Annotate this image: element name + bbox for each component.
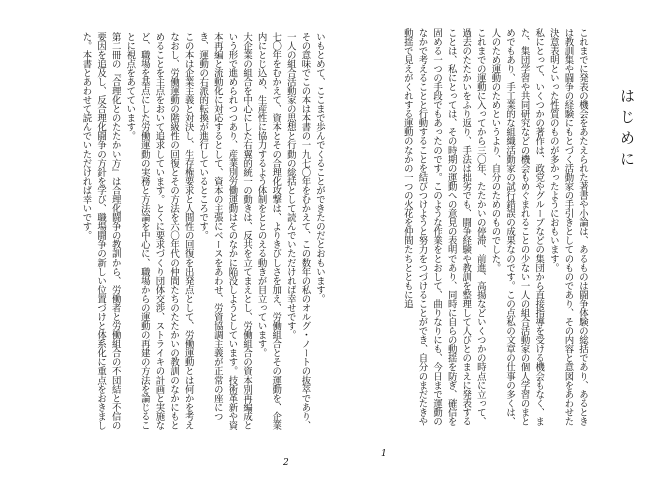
left-page-body-text: いもとめて、ここまで歩んでくることができたのだとおもいます。 その意味でこの本は本書の一九七〇年をむかえて、この数年の私のオルグ・ノートの抜萃であり、一人の組合活動家の思想と行動の総括として読んでいただければ幸せです。 七〇年をむかえて、資本とその合理化攻撃は、よりきびしさを加え、労働組合とその運動を、企業内にとじ込め、生産性に協力するよう体制をととのえる動きが目立っています。 大企業の組合を中心にした右翼的統一の動きは、反共を立てまえとし、労働組合の資本別再編成という形で進められつつあり、産業別労働運動はそのなかに陥没しようとしています。技術革新や資本再編と流動化に対応するとして、資本の主張にベースをあわせ、労資協調主義が正常の座につき、運動の右派的転換が進行しているところです。 この本は企業主義と対決し、生存権要求と人間性の回復を出発点として、労働運動とは何かを考えなおし、労働運動の階級性の回復とその方法を六〇年代の仲間たちのたたかいの教訓のなかにもとめることを主点をおいて追求しています。とくに要求づくり団体交渉、ストライキの計画と実施など、職場を基点にした労働運動の実務と方法論を中心に、職場からの運動の再建の方法を論じることに視点をあてています。 第二冊の『合理化とのたたかい方』は合理化闘争の教訓から、労働者と労働組合の不団結と不信の要因を追及し、反合理化闘争の方針を学び、職場闘争の新しい位置づけと体系化に重点をおきました。本書とあわせて読んでいただければ幸いです。 bbox=[80, 32, 325, 430]
left-page-number: 2 bbox=[283, 458, 289, 468]
right-page-number: 1 bbox=[381, 449, 387, 459]
right-page-body-text: これまでに発表の機会をあたえられた著書や小論は、あるものは闘争体験の総括であり、あるときは教訓集や闘争の経験にもとづく活動家の手引きとしてのものであり、その内容と意図をあわせた決意表明といった性質のものが多かったようにおもいます。 私にとって、いくつかの著作は、政党やグループなどの集団から直接指導を受ける機会もなく、また、集団学習や共同研究などの機会もめぐまれることの少ない一人の組合活動家の個人学習のまとめでもあり、手工業的な組織活動家の試行錯誤の成果なのです。この点私の文章の仕事の多くは、人のため運動のためというより、自分のためのものでした。 これまでの運動に入ってから三〇年、たたかいの停滞、前進、高揚などいくつかの時点に立って、過去のたたかいをふり返り、手法は拙劣でも、闘争経験や教訓を整理して人びとのまえに発表することは、私にとっては、その時期の運動への意見の表明であり、同時に自らの動揺を防ぎ、確信を固める一つの手段でもあったのです。このような作業をとおして、曲りなりにも、今日まで運動のなかで考えることと行動することを結びつけようと努力をつづけることができ、自分のまだたきや動揺で見えがくれする運動のなかの一つの火花を仲間たちとともに追 bbox=[401, 28, 588, 426]
right-page bbox=[335, 0, 670, 485]
chapter-heading: はじめに bbox=[618, 88, 636, 172]
